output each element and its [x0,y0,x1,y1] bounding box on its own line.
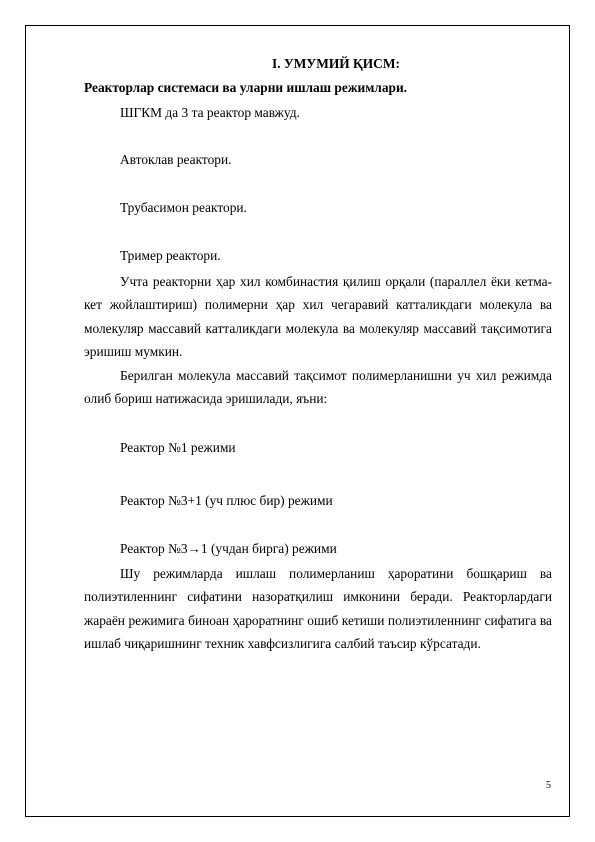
section-subheading: Реакторлар системаси ва уларни ишлаш режимлари. [84,80,408,95]
mode-1-line: Реактор №1 режими [120,440,236,455]
page-number: 5 [546,780,551,791]
reactor-trimer-line: Тример реактори. [120,248,221,263]
paragraph-conclusion: Шу режимларда ишлаш полимерланиш ҳароратини бошқариш ва полиэтиленнинг сифатини назоратқилиш имконини беради. Реакторлардаги жараён режимига биноан ҳароратнинг ошиб кетиши полиэтиленнинг сифатига ва ишлаб чиқаришнинг техник хавфсизлигига салбий таъсир кўрсатади. [84,566,552,651]
page-border [25,25,570,817]
mode-3-to-1-line: Реактор №3→1 (учдан бирга) режими [120,541,337,556]
section-heading: I. УМУМИЙ ҚИСМ: [272,56,400,71]
reactor-tubular-line: Трубасимон реактори. [120,200,247,215]
paragraph-combination: Учта реакторни ҳар хил комбинастия қилиш орқали (параллел ёки кетма-кет жойлаштириш) полимерни ҳар хил чегаравий катталикдаги молекула ва молекуляр массавий катталикдаги молекула ва молекуляр массавий тақсимотига эришиш мумкин. [84,274,552,359]
intro-line: ШГКМ да 3 та реактор мавжуд. [120,105,300,120]
reactor-autoclave-line: Автоклав реактори. [120,152,232,167]
mode-3-plus-1-line: Реактор №3+1 (уч плюс бир) режими [120,493,333,508]
paragraph-distribution: Берилган молекула массавий тақсимот полимерланишни уч хил режимда олиб бориш натижасида эришилади, яъни: [84,368,552,407]
